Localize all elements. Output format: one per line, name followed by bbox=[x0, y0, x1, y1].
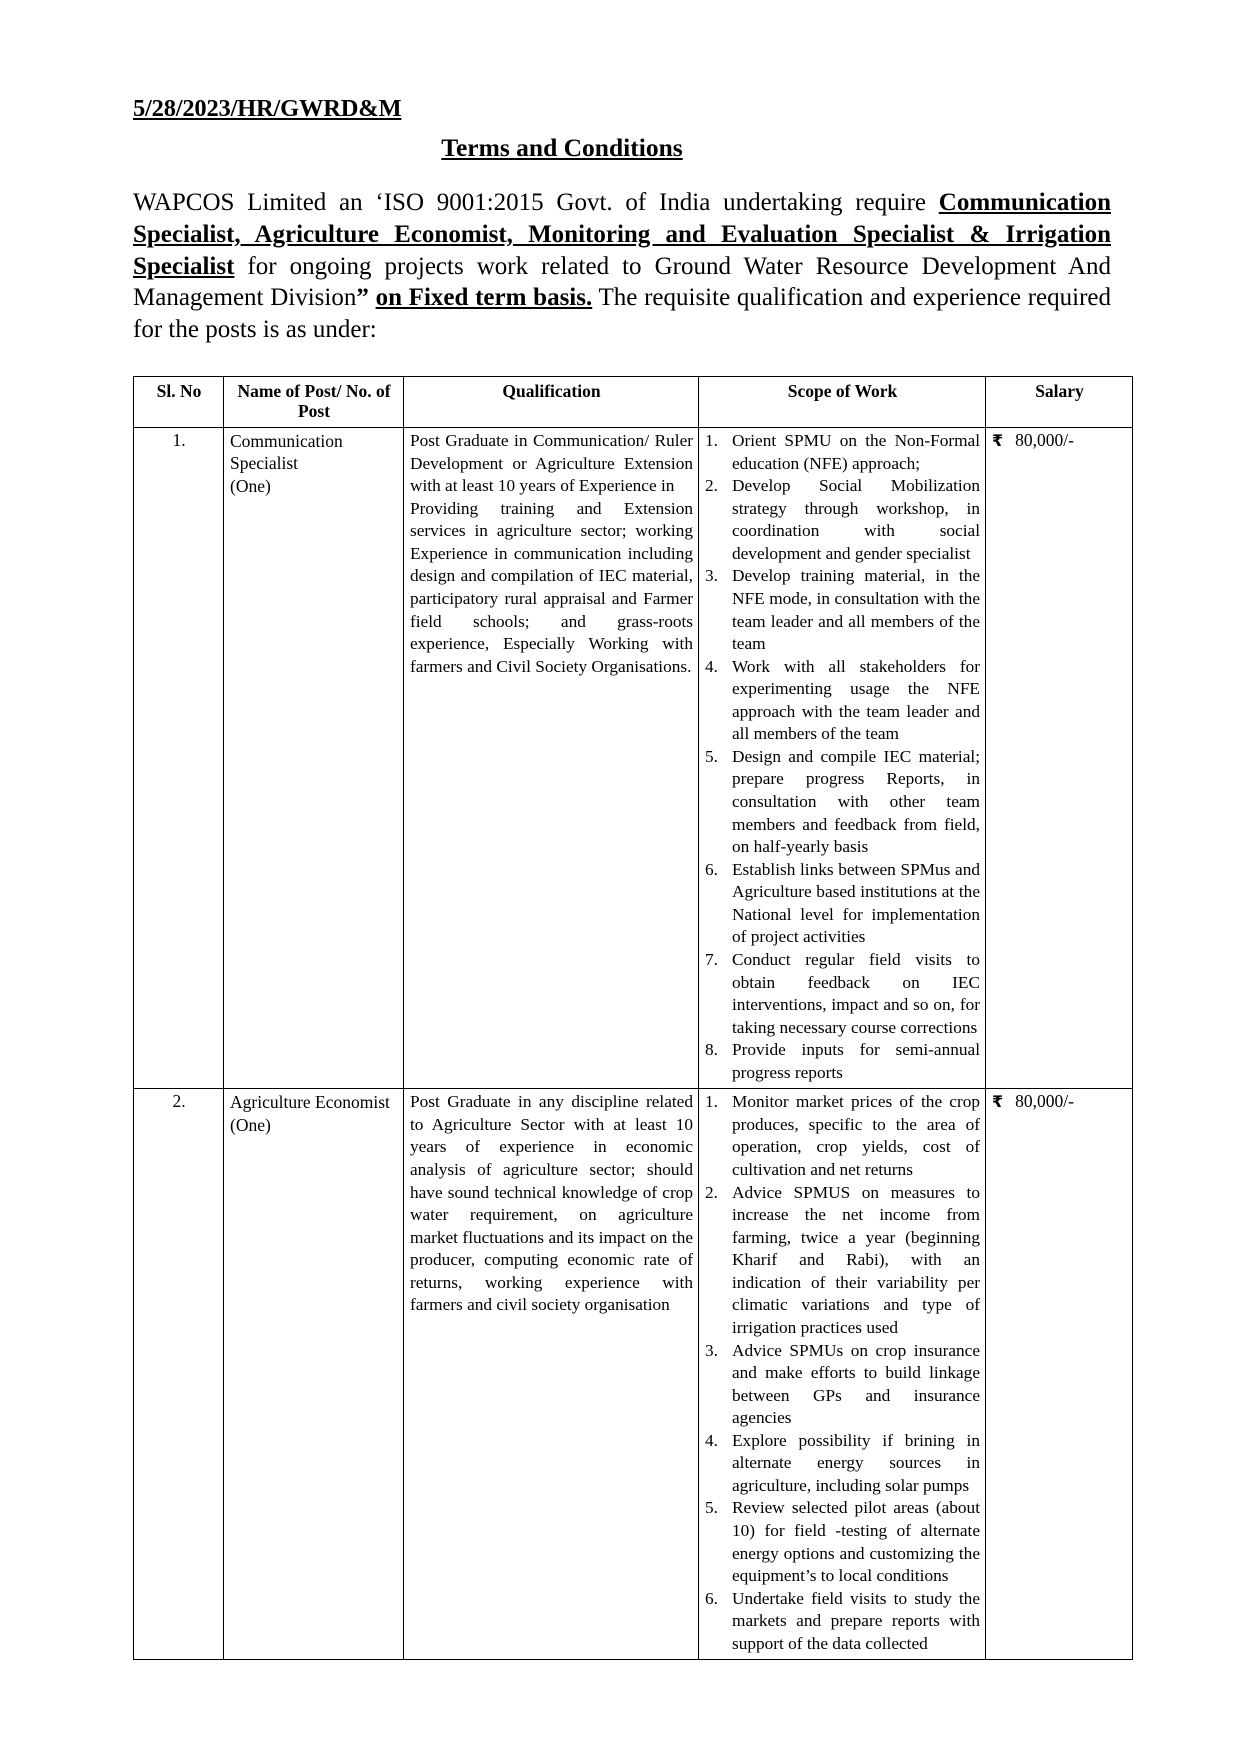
rupee-icon: ₹ bbox=[992, 431, 1004, 451]
intro-quote-mark: ” bbox=[356, 284, 376, 312]
post-title: Communication Specialist bbox=[230, 431, 343, 474]
scope-item: Monitor market prices of the crop produces, specific to the area of operation, crop yields, cost of cultivation and net returns bbox=[732, 1092, 980, 1180]
scope-item: Develop Social Mobilization strategy through workshop, in coordination with social development and gender specialist bbox=[732, 476, 980, 563]
column-header-scope-of-work: Scope of Work bbox=[699, 376, 986, 427]
intro-fixed-term-emphasis: on Fixed term basis. bbox=[375, 284, 593, 312]
scope-item: Advice SPMUs on crop insurance and make efforts to build linkage between GPs and insurance agencies bbox=[732, 1340, 980, 1428]
cell-sl-no: 2. bbox=[134, 1089, 224, 1660]
qualification-paragraph: Post Graduate in Communication/ Ruler Development or Agriculture Extension with at least 10 years of Experience in bbox=[410, 431, 693, 496]
intro-part1: WAPCOS Limited an ‘ISO 9001:2015 Govt. of India undertaking require bbox=[133, 189, 939, 216]
scope-item: Design and compile IEC material; prepare progress Reports, in consultation with other team members and feedback from field, on half-yearly basis bbox=[732, 746, 980, 857]
cell-sl-no: 1. bbox=[134, 428, 224, 1089]
scope-item: Develop training material, in the NFE mode, in consultation with the team leader and all members of the team bbox=[732, 566, 980, 654]
cell-qualification bbox=[404, 1089, 699, 1660]
posts-table bbox=[133, 376, 1133, 1661]
qualification-paragraph: Post Graduate in any discipline related to Agriculture Sector with at least 10 years of experience in economic analysis of agriculture sector; should have sound technical knowledge of crop water requirement, on agriculture market fluctuations and its impact on the producer, computing economic rate of returns, working experience with farmers and civil society organisation bbox=[410, 1092, 693, 1315]
scope-item: Orient SPMU on the Non-Formal education (NFE) approach; bbox=[732, 431, 980, 473]
post-title: Agriculture Economist bbox=[230, 1092, 390, 1113]
table-row bbox=[134, 428, 1133, 1089]
intro-paragraph bbox=[133, 187, 1111, 346]
cell-post-name bbox=[224, 1089, 404, 1660]
scope-item: Advice SPMUS on measures to increase the net income from farming, twice a year (beginning Kharif and Rabi), with an indication of their variability per climatic variations and type of irrigation practices used bbox=[732, 1182, 980, 1337]
intro-posts-emphasis: Communication Specialist, Agriculture Economist, Monitoring and Evaluation Specialist & Irrigation Specialist bbox=[133, 189, 1111, 280]
cell-qualification bbox=[404, 428, 699, 1089]
cell-scope-of-work bbox=[699, 428, 986, 1089]
intro-part2: for ongoing projects work related to Ground Water Resource Development And Management Division bbox=[133, 252, 1111, 312]
reference-number: 5/28/2023/HR/GWRD&M bbox=[133, 95, 402, 122]
cell-scope-of-work bbox=[699, 1089, 986, 1660]
scope-item: Establish links between SPMus and Agriculture based institutions at the National level for implementation of project activities bbox=[732, 859, 980, 947]
column-header-name-of-post: Name of Post/ No. of Post bbox=[224, 376, 404, 427]
salary-amount: 80,000/- bbox=[1015, 1091, 1074, 1112]
page-title: Terms and Conditions bbox=[441, 133, 683, 162]
scope-item: Work with all stakeholders for experimenting usage the NFE approach with the team leader and all members of the team bbox=[732, 656, 980, 744]
column-header-salary: Salary bbox=[986, 376, 1133, 427]
salary-amount: 80,000/- bbox=[1015, 430, 1074, 451]
qualification-paragraph: Providing training and Extension services in agriculture sector; working Experience in communication including design and compilation of IEC material, participatory rural appraisal and Farmer field schools; and grass-roots experience, Especially Working with farmers and Civil Society Organisations. bbox=[410, 498, 693, 676]
table-row bbox=[134, 1089, 1133, 1660]
cell-post-name bbox=[224, 428, 404, 1089]
intro-part3: The requisite qualification and experience required for the posts is as under: bbox=[133, 284, 1111, 343]
scope-item: Explore possibility if brining in alternate energy sources in agriculture, including solar pumps bbox=[732, 1430, 980, 1495]
column-header-sl-no: Sl. No bbox=[134, 376, 224, 427]
scope-item: Review selected pilot areas (about 10) for field -testing of alternate energy options and customizing the equipment’s to local conditions bbox=[732, 1498, 980, 1586]
scope-item: Provide inputs for semi-annual progress reports bbox=[732, 1040, 980, 1082]
rupee-icon: ₹ bbox=[992, 1092, 1004, 1112]
table-header-row bbox=[134, 376, 1133, 427]
cell-salary bbox=[986, 1089, 1133, 1660]
scope-list bbox=[705, 430, 980, 1084]
scope-list bbox=[705, 1091, 980, 1655]
scope-item: Conduct regular field visits to obtain feedback on IEC interventions, impact and so on, for taking necessary course corrections bbox=[732, 949, 980, 1037]
column-header-qualification: Qualification bbox=[404, 376, 699, 427]
post-count: (One) bbox=[230, 475, 271, 496]
post-count: (One) bbox=[230, 1114, 271, 1135]
cell-salary bbox=[986, 428, 1133, 1089]
scope-item: Undertake field visits to study the markets and prepare reports with support of the data collected bbox=[732, 1588, 980, 1653]
